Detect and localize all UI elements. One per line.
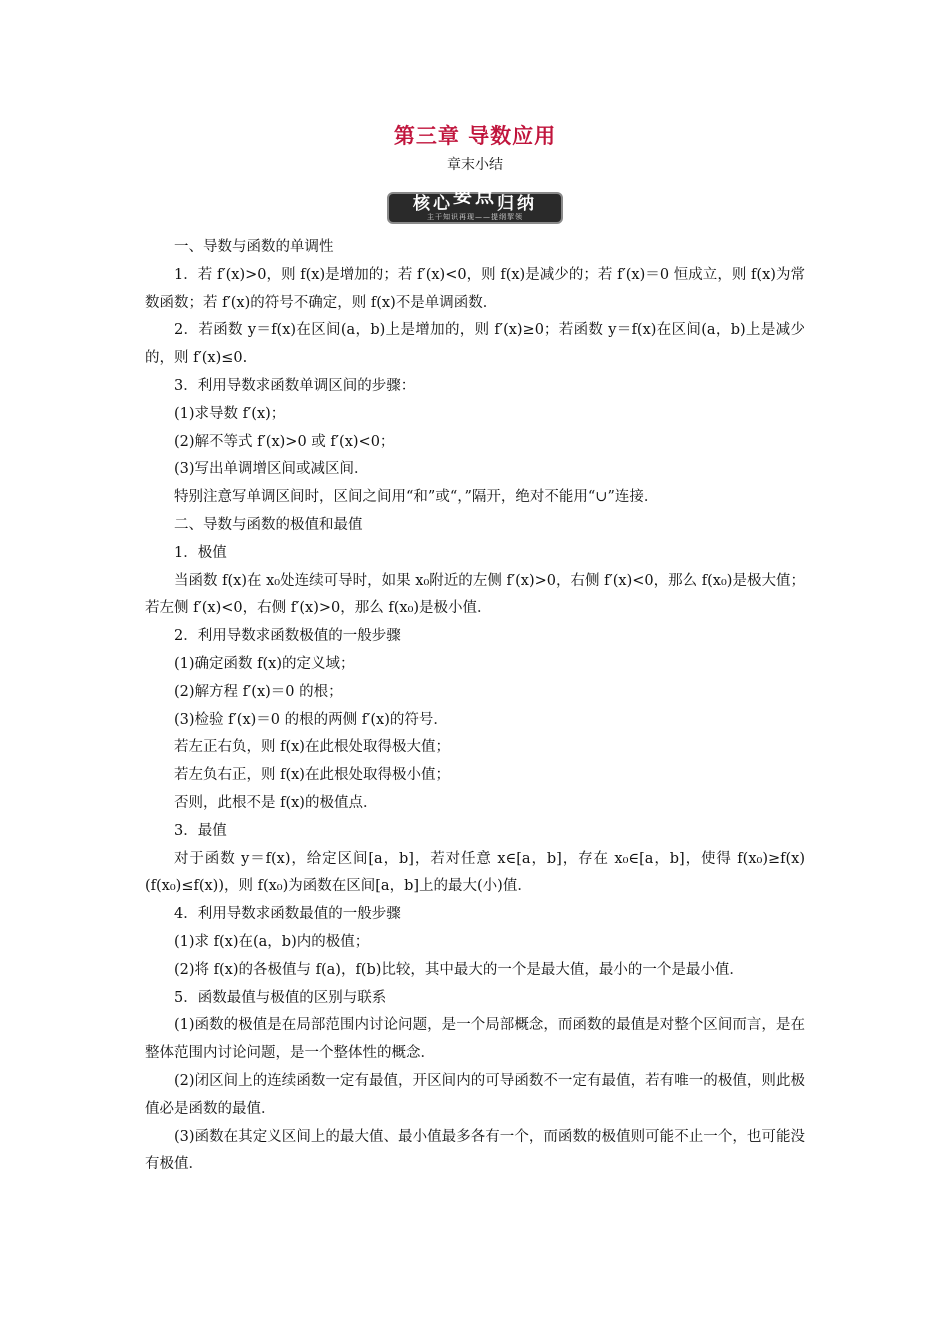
paragraph: 对于函数 y＝f(x)，给定区间[a，b]，若对任意 x∈[a，b]，存在 x₀∈[a，b]，使得 f(x₀)≥f(x)(f(x₀)≤f(x))，则 f(x₀)为函数在区间[a，b]上的最大(小)值． (145, 850, 805, 895)
paragraph: 4．利用导数求函数最值的一般步骤 (174, 906, 401, 923)
paragraph: 二、导数与函数的极值和最值 (174, 516, 363, 533)
paragraph: 若左负右正，则 f(x)在此根处取得极小值； (174, 767, 450, 784)
paragraph: (3)写出单调增区间或减区间． (174, 461, 369, 478)
paragraph: (2)解方程 f′(x)＝0 的根； (174, 683, 343, 700)
chapter-title: 第三章 导数应用 (393, 123, 557, 148)
paragraph: 特别注意写单调区间时，区间之间用“和”或“，”隔开，绝对不能用“∪”连接． (174, 489, 659, 506)
banner-text-c: 归纳 (497, 194, 537, 214)
paragraph: 若左正右负，则 f(x)在此根处取得极大值； (174, 739, 450, 756)
key-points-banner (387, 182, 563, 228)
paragraph: (1)求导数 f′(x)； (174, 405, 286, 422)
banner-tagline: 主干知识再现——提纲挈领 (427, 213, 523, 221)
paragraph: (1)求 f(x)在(a，b)内的极值； (174, 933, 370, 950)
paragraph: 2．利用导数求函数极值的一般步骤 (174, 628, 401, 645)
banner-wrap (145, 182, 805, 228)
paragraph: (2)闭区间上的连续函数一定有最值，开区间内的可导函数不一定有最值，若有唯一的极值，则此极值必是函数的最值． (145, 1072, 805, 1117)
paragraph: 3．最值 (174, 822, 227, 839)
summary-content (145, 234, 805, 1179)
paragraph: 一、导数与函数的单调性 (174, 239, 334, 255)
paragraph: (3)函数在其定义区间上的最大值、最小值最多各有一个，而函数的极值则可能不止一个，也可能没有极值． (145, 1128, 805, 1173)
paragraph: 当函数 f(x)在 x₀处连续可导时，如果 x₀附近的左侧 f′(x)>0，右侧 f′(x)<0，那么 f(x₀)是极大值；若左侧 f′(x)<0，右侧 f′(x)>0，那么 f(x₀)是极小值． (145, 572, 805, 617)
paragraph: (1)确定函数 f(x)的定义域； (174, 655, 355, 672)
paragraph: 否则，此根不是 f(x)的极值点． (174, 794, 378, 811)
paragraph: 3．利用导数求函数单调区间的步骤： (174, 377, 416, 394)
paragraph: (2)解不等式 f′(x)>0 或 f′(x)<0； (174, 433, 395, 450)
paragraph: 2．若函数 y＝f(x)在区间(a，b)上是增加的，则 f′(x)≥0；若函数 y＝f(x)在区间(a，b)上是减少的，则 f′(x)≤0. (145, 322, 805, 367)
paragraph: (1)函数的极值是在局部范围内讨论问题，是一个局部概念，而函数的最值是对整个区间而言，是在整体范围内讨论问题，是一个整体性的概念． (145, 1017, 805, 1062)
paragraph: (2)将 f(x)的各极值与 f(a)，f(b)比较，其中最大的一个是最大值，最小的一个是最小值． (174, 961, 744, 978)
section-subtitle: 章末小结 (447, 157, 503, 173)
banner-text-b: 要点 (452, 185, 497, 207)
paragraph: (3)检验 f′(x)＝0 的根的两侧 f′(x)的符号． (174, 711, 448, 728)
paragraph: 1．若 f′(x)>0，则 f(x)是增加的；若 f′(x)<0，则 f(x)是减少的；若 f′(x)＝0 恒成立，则 f(x)为常数函数；若 f′(x)的符号不确定，则 f(x)不是单调函数． (145, 266, 805, 311)
banner-text-a: 核心 (412, 194, 453, 214)
banner-heading (387, 185, 563, 215)
paragraph: 1．极值 (174, 544, 227, 561)
paragraph: 5．函数最值与极值的区别与联系 (174, 989, 387, 1006)
document-page (145, 122, 805, 1179)
